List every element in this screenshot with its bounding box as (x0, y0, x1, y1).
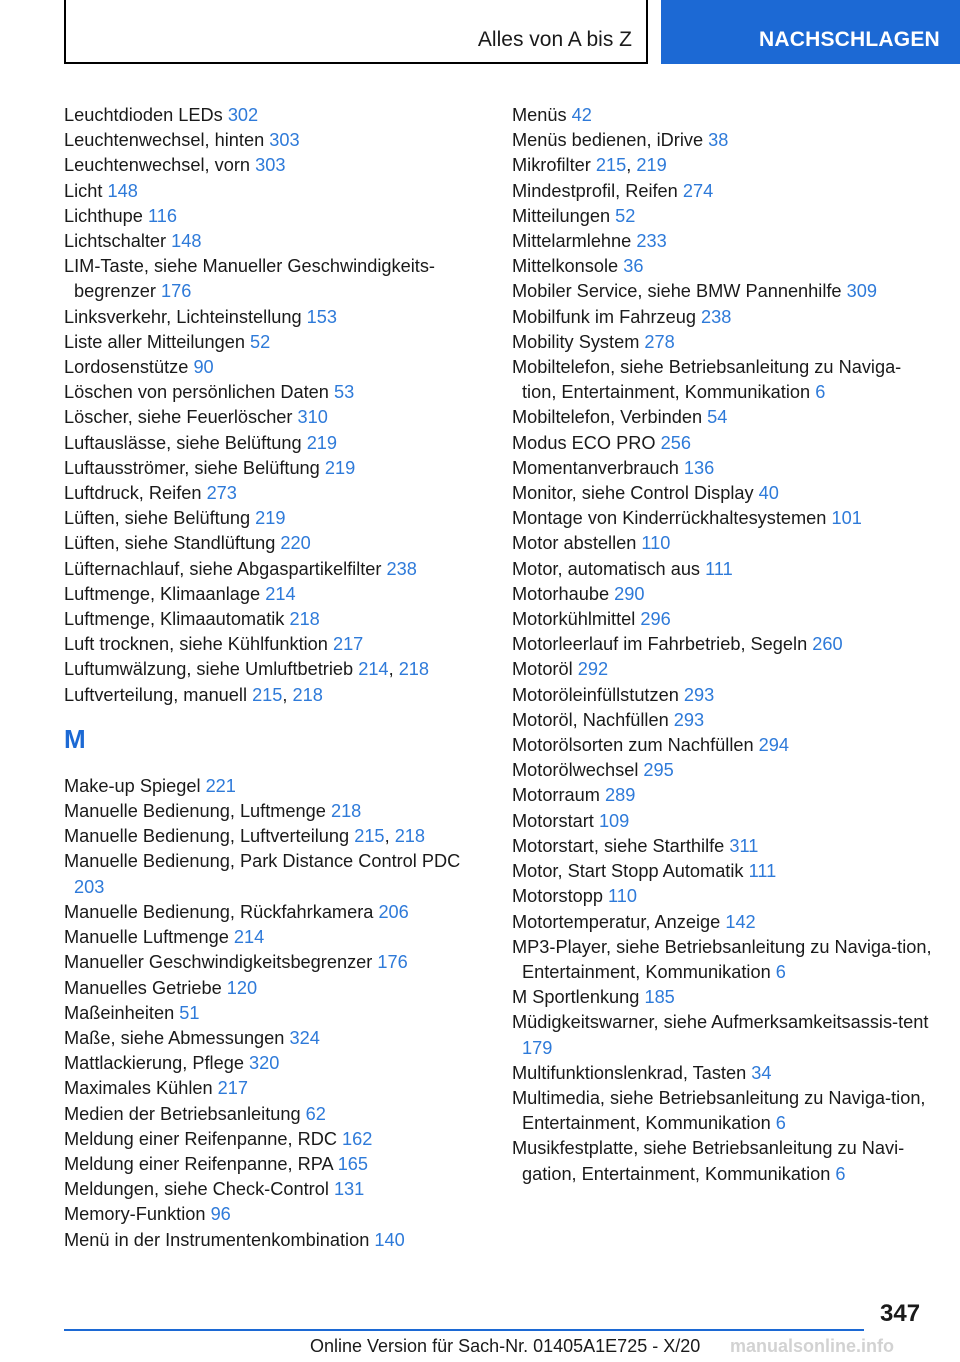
index-entry: Luftverteilung, manuell 215, 218 (64, 684, 323, 705)
page-link[interactable]: 176 (160, 281, 192, 302)
page-number: 347 (880, 1300, 921, 1327)
page-link[interactable]: 260 (812, 634, 843, 655)
page-link[interactable]: 274 (682, 180, 714, 201)
index-entry-term: Mindestprofil, Reifen (512, 180, 678, 201)
index-entry-term: Luftausströmer, siehe Belüftung (64, 457, 320, 478)
index-entry (64, 531, 474, 556)
index-entry (64, 380, 474, 405)
index-entry-term: Manuelle Bedienung, Luftverteilung (64, 826, 350, 847)
page-link[interactable]: 221 (205, 775, 236, 796)
page-link[interactable]: 90 (193, 357, 214, 378)
page-link[interactable]: 310 (297, 407, 328, 428)
page-link[interactable]: 52 (615, 205, 636, 226)
page-link[interactable]: 54 (707, 407, 728, 428)
page-link[interactable]: 218 (292, 684, 323, 705)
index-entry-term: Mittelkonsole (512, 256, 619, 277)
page-link[interactable]: 303 (269, 130, 300, 151)
index-entry-term: Luftauslässe, siehe Belüftung (64, 432, 302, 453)
index-entry (512, 607, 932, 632)
page-link[interactable]: 176 (377, 952, 408, 973)
page-link[interactable]: 233 (636, 231, 667, 252)
index-entry (512, 884, 932, 909)
page-link[interactable]: 296 (640, 609, 671, 630)
page-link[interactable]: 324 (289, 1027, 320, 1048)
footer-divider (64, 1329, 864, 1331)
page-link[interactable]: 215 (595, 155, 627, 176)
index-entry (64, 506, 474, 531)
index-entry (64, 1127, 474, 1152)
index-entry-term: Leuchtdioden LEDs (64, 105, 223, 125)
index-entry-term: Motor, automatisch aus (512, 558, 701, 579)
index-entry (64, 900, 474, 925)
page-link[interactable]: 218 (394, 826, 426, 847)
index-entry-term: Maximales Kühlen (64, 1078, 213, 1099)
index-entry-term: Manuelle Luftmenge (64, 927, 229, 948)
page-link[interactable]: 278 (644, 331, 675, 352)
page-link[interactable]: 38 (708, 130, 729, 151)
page-link[interactable]: 311 (729, 835, 759, 856)
page-link[interactable]: 142 (725, 911, 756, 932)
index-list-m (64, 774, 474, 1253)
index-entry-term: Mobiltelefon, Verbinden (512, 407, 703, 428)
index-entry (512, 229, 932, 254)
page-link[interactable]: 238 (701, 306, 732, 327)
index-entry-term: Montage von Kinderrückhaltesystemen (512, 508, 827, 529)
index-entry-term: Mobilfunk im Fahrzeug (512, 306, 696, 327)
index-entry (64, 355, 474, 380)
index-entry (64, 431, 474, 456)
index-entry-term: Memory-Funktion (64, 1204, 206, 1225)
index-list-l (64, 103, 474, 708)
index-entry-term: Luftverteilung, manuell (64, 684, 247, 705)
index-entry (512, 783, 932, 808)
index-entry-term: Luftmenge, Klimaanlage (64, 583, 261, 604)
index-entry (64, 305, 474, 330)
page-link[interactable]: 214 (233, 927, 265, 948)
index-entry-term: Luft trocknen, siehe Kühlfunktion (64, 634, 328, 655)
index-entry (64, 582, 474, 607)
index-entry (64, 1177, 474, 1202)
page-link[interactable]: 218 (398, 659, 430, 680)
page-link[interactable]: 179 (522, 1037, 553, 1058)
index-entry-term: Maße, siehe Abmessungen (64, 1027, 285, 1048)
index-entry (64, 153, 474, 178)
index-entry-term: Medien der Betriebsanleitung (64, 1103, 301, 1124)
page-link[interactable]: 6 (775, 961, 786, 982)
page-header (0, 0, 960, 66)
index-entry (64, 179, 474, 204)
index-column-left (64, 103, 474, 1253)
index-entry-term: Monitor, siehe Control Display (512, 483, 754, 504)
index-entry-term: Luftmenge, Klimaautomatik (64, 609, 285, 630)
index-entry (64, 1076, 474, 1101)
index-entry (512, 431, 932, 456)
page-link[interactable]: 293 (673, 709, 705, 730)
index-entry-term: Motorleerlauf im Fahrbetrieb, Segeln (512, 634, 808, 655)
page-link[interactable]: 219 (255, 508, 286, 529)
page-link[interactable]: 111 (748, 861, 777, 882)
page-link[interactable]: 185 (644, 987, 675, 1008)
index-entry-term: Linksverkehr, Lichteinstellung (64, 306, 302, 327)
header-section-tab (661, 0, 960, 64)
page-link[interactable]: 289 (605, 785, 636, 806)
index-entry-term: Motor, Start Stopp Automatik (512, 861, 744, 882)
index-entry-term: Liste aller Mitteilungen (64, 331, 245, 352)
index-entry (64, 128, 474, 153)
index-entry (512, 910, 932, 935)
page-link[interactable]: 153 (306, 306, 338, 327)
page-link[interactable]: 110 (641, 533, 671, 554)
index-entry (512, 204, 932, 229)
index-entry (64, 1152, 474, 1177)
page-link[interactable]: 238 (386, 558, 417, 579)
index-entry-term: Manuelles Getriebe (64, 977, 222, 998)
index-entry (512, 1061, 932, 1086)
index-entry (512, 758, 932, 783)
index-entry-term: Modus ECO PRO (512, 432, 656, 453)
page-link[interactable]: 219 (636, 155, 667, 176)
index-entry (64, 456, 474, 481)
page-link[interactable]: 40 (758, 483, 779, 504)
index-entry (64, 481, 474, 506)
index-entry (64, 1001, 474, 1026)
index-entry-term: Motoröl (512, 659, 573, 680)
page-link[interactable]: 6 (815, 382, 826, 403)
index-entry (64, 229, 474, 254)
index-entry (64, 1026, 474, 1051)
index-entry: Manuelle Bedienung, Luftverteilung 215, 218 (64, 826, 426, 847)
page-link[interactable]: 136 (683, 457, 715, 478)
index-entry (64, 849, 474, 899)
index-entry (512, 128, 932, 153)
index-entry-term: Motorhaube (512, 583, 610, 604)
index-entry-term: Leuchtenwechsel, vorn (64, 155, 251, 176)
index-list-m-continued (512, 103, 932, 1187)
page-link[interactable]: 110 (608, 886, 638, 907)
index-entry (64, 976, 474, 1001)
index-entry (512, 531, 932, 556)
index-entry (64, 799, 474, 824)
page-link[interactable]: 290 (614, 583, 645, 604)
index-entry (512, 254, 932, 279)
index-entry-term: Lichtschalter (64, 231, 167, 252)
page-link[interactable]: 109 (598, 810, 630, 831)
page-link[interactable]: 302 (227, 105, 259, 125)
index-entry-term: Luftdruck, Reifen (64, 483, 202, 504)
section-letter: M (64, 723, 86, 754)
index-entry-term: Müdigkeitswarner, siehe Aufmerksamkeitsassis-tent (512, 1012, 929, 1033)
index-entry-term: Multifunktionslenkrad, Tasten (512, 1062, 747, 1083)
index-entry-term: Motoröleinfüllstutzen (512, 684, 679, 705)
index-entry-term: Motorstart (512, 810, 594, 831)
index-entry-term: Motortemperatur, Anzeige (512, 911, 721, 932)
index-entry (64, 1051, 474, 1076)
index-entry-term: Löschen von persönlichen Daten (64, 382, 329, 403)
page-link[interactable]: 292 (577, 659, 609, 680)
index-entry-term: Momentanverbrauch (512, 457, 679, 478)
page-link[interactable]: 62 (305, 1103, 326, 1124)
index-entry-term: Mobility System (512, 331, 640, 352)
page-link[interactable]: 214 (265, 583, 296, 604)
header-title-box (64, 0, 648, 64)
index-entry-term: Menü in der Instrumentenkombination (64, 1229, 370, 1250)
index-entry-term: Motorkühlmittel (512, 609, 636, 630)
page-link[interactable]: 131 (333, 1179, 365, 1200)
index-entry (64, 925, 474, 950)
page-link[interactable]: 295 (643, 760, 674, 781)
page-link[interactable]: 42 (571, 105, 592, 125)
index-entry-term: Lüften, siehe Standlüftung (64, 533, 276, 554)
page-link[interactable]: 203 (74, 876, 105, 897)
page-link[interactable]: 6 (775, 1113, 786, 1134)
index-entry (512, 935, 932, 985)
index-entry (512, 1086, 932, 1136)
index-entry-term: Meldung einer Reifenpanne, RPA (64, 1153, 333, 1174)
index-entry (64, 950, 474, 975)
index-entry-term: Manueller Geschwindigkeitsbegrenzer (64, 952, 373, 973)
index-column-right (512, 103, 932, 1187)
index-entry-term: Motorölwechsel (512, 760, 639, 781)
index-entry (512, 985, 932, 1010)
page-link[interactable]: 273 (206, 483, 237, 504)
index-entry-term: Löscher, siehe Feuerlöscher (64, 407, 293, 428)
page-link[interactable]: 140 (374, 1229, 405, 1250)
page-link[interactable]: 215 (252, 684, 283, 705)
index-entry (512, 330, 932, 355)
index-entry-term: Leuchtenwechsel, hinten (64, 130, 265, 151)
index-entry (512, 632, 932, 657)
index-entry (512, 1136, 932, 1186)
index-entry (512, 809, 932, 834)
index-entry-term: Manuelle Bedienung, Luftmenge (64, 801, 326, 822)
index-entry (512, 481, 932, 506)
index-entry-term: Motorstart, siehe Starthilfe (512, 835, 725, 856)
index-entry (512, 557, 932, 582)
index-entry-term: Manuelle Bedienung, Rückfahrkamera (64, 901, 374, 922)
index-entry-term: Menüs (512, 105, 567, 125)
index-entry-term: Meldung einer Reifenpanne, RDC (64, 1128, 337, 1149)
header-title: Alles von A bis Z (477, 28, 632, 51)
index-entry-term: Lichthupe (64, 205, 143, 226)
page-link[interactable]: 116 (147, 205, 177, 226)
page-link[interactable]: 214 (358, 659, 389, 680)
index-entry-term: Maßeinheiten (64, 1002, 175, 1023)
page-link[interactable]: 219 (324, 457, 356, 478)
index-entry-term: Mobiler Service, siehe BMW Pannenhilfe (512, 281, 842, 302)
index-entry-term: Motorölsorten zum Nachfüllen (512, 735, 754, 756)
page-link[interactable]: 51 (179, 1002, 200, 1023)
index-entry (512, 1010, 932, 1060)
index-entry-term: Motorraum (512, 785, 600, 806)
index-entry-term: Manuelle Bedienung, Park Distance Control PDC (64, 851, 461, 872)
page-link[interactable]: 53 (333, 382, 355, 403)
index-entry (64, 1202, 474, 1227)
index-entry-term: Meldungen, siehe Check-Control (64, 1179, 329, 1200)
index-entry: Mikrofilter 215, 219 (512, 155, 667, 176)
index-entry (512, 733, 932, 758)
index-entry (512, 657, 932, 682)
page-link[interactable]: 217 (217, 1078, 249, 1099)
index-entry (512, 506, 932, 531)
footer-text: Online Version für Sach-Nr. 01405A1E725 - X/20 (310, 1336, 701, 1356)
index-entry (512, 683, 932, 708)
page-link[interactable]: 218 (330, 801, 362, 822)
index-entry-term: Mitteilungen (512, 205, 611, 226)
page-link[interactable]: 6 (835, 1163, 846, 1184)
index-entry-term: MP3-Player, siehe Betriebsanleitung zu Naviga-tion, Entertainment, Kommunikation (512, 936, 932, 982)
page-link[interactable]: 120 (226, 977, 258, 998)
index-entry (64, 405, 474, 430)
page-link[interactable]: 52 (250, 331, 271, 352)
page-link[interactable]: 309 (846, 281, 877, 302)
index-entry-term: Mattlackierung, Pflege (64, 1053, 244, 1074)
index-entry (64, 254, 474, 304)
page-link[interactable]: 165 (337, 1153, 369, 1174)
index-entry (64, 632, 474, 657)
page-link[interactable]: 303 (255, 155, 286, 176)
index-entry (512, 179, 932, 204)
index-entry (64, 557, 474, 582)
index-entry-term: Lüften, siehe Belüftung (64, 508, 251, 529)
index-entry (64, 774, 474, 799)
page-link[interactable]: 96 (210, 1204, 231, 1225)
index-entry-term: Mittelarmlehne (512, 231, 632, 252)
index-entry (512, 859, 932, 884)
page-link[interactable]: 206 (378, 901, 409, 922)
index-entry (64, 1228, 474, 1253)
page-link[interactable]: 320 (249, 1053, 280, 1074)
index-entry-term: Motoröl, Nachfüllen (512, 709, 669, 730)
index-entry-term: Mikrofilter (512, 155, 591, 176)
index-entry (512, 279, 932, 304)
index-entry (512, 456, 932, 481)
index-entry (512, 582, 932, 607)
index-entry: Luftumwälzung, siehe Umluftbetrieb 214, 218 (64, 659, 430, 680)
page-link[interactable]: 218 (289, 609, 320, 630)
page-link[interactable]: 36 (623, 256, 644, 277)
index-entry (512, 355, 932, 405)
page-link[interactable]: 256 (660, 432, 691, 453)
index-entry-term: Licht (64, 180, 103, 201)
index-entry-term: Lordosenstütze (64, 357, 189, 378)
index-entry-term: Make-up Spiegel (64, 775, 201, 796)
page-link[interactable]: 148 (107, 180, 138, 201)
header-section-label: NACHSCHLAGEN (759, 28, 940, 51)
page-link[interactable]: 148 (171, 231, 202, 252)
index-entry (64, 607, 474, 632)
index-entry (512, 834, 932, 859)
page-link[interactable]: 219 (306, 432, 338, 453)
index-entry-term: Mobiltelefon, siehe Betriebsanleitung zu Naviga-tion, Entertainment, Kommunikation (512, 357, 902, 403)
watermark: manualsonline.info (730, 1336, 895, 1356)
page-link[interactable]: 101 (831, 508, 862, 529)
page-link[interactable]: 162 (342, 1128, 373, 1149)
index-entry-term: Multimedia, siehe Betriebsanleitung zu Naviga-tion, Entertainment, Kommunikation (512, 1087, 926, 1134)
index-entry (512, 305, 932, 330)
index-entry (512, 708, 932, 733)
page-link[interactable]: 34 (751, 1062, 772, 1083)
index-entry-term: Musikfestplatte, siehe Betriebsanleitung zu Navi-gation, Entertainment, Kommunikation (512, 1138, 905, 1184)
index-entry (64, 1102, 474, 1127)
index-entry-term: Motor abstellen (512, 533, 637, 554)
index-entry-term: Motorstopp (512, 886, 603, 907)
page-link[interactable]: 111 (705, 558, 733, 579)
index-entry-term: Lüfternachlauf, siehe Abgaspartikelfilter (64, 558, 382, 579)
page-link[interactable]: 294 (758, 735, 790, 756)
page-link[interactable]: 217 (332, 634, 364, 655)
index-entry-term: M Sportlenkung (512, 987, 640, 1008)
index-entry (64, 330, 474, 355)
index-entry-term: Luftumwälzung, siehe Umluftbetrieb (64, 659, 354, 680)
index-entry (512, 103, 932, 128)
index-entry-term: Menüs bedienen, iDrive (512, 130, 704, 151)
page-link[interactable]: 220 (280, 533, 311, 554)
index-entry (64, 204, 474, 229)
index-entry (64, 103, 474, 128)
page-link[interactable]: 215 (354, 826, 385, 847)
index-entry (512, 405, 932, 430)
index-entry-term: LIM-Taste, siehe Manueller Geschwindigkeits-begrenzer (64, 256, 435, 302)
page-link[interactable]: 293 (683, 684, 715, 705)
